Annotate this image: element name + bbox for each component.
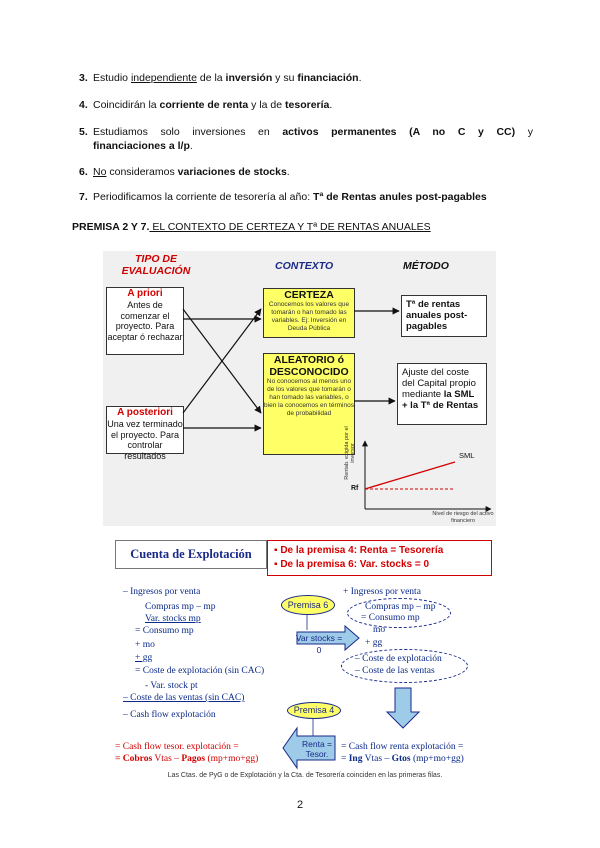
premisas-box: ▪ De la premisa 4: Renta = Tesorería ▪ De la premisa 6: Var. stocks = 0	[267, 540, 492, 576]
header-contexto: CONTEXTO	[275, 260, 334, 272]
a-posteriori-box: A posteriori Una vez terminado el proyecto. Para controlar resultados	[107, 407, 183, 461]
sml-line	[365, 462, 455, 489]
premisa4-badge: Premisa 4	[287, 702, 341, 719]
header-metodo: MÉTODO	[403, 260, 449, 272]
x-axis-label: Nivel de riesgo del activo financiero	[432, 511, 494, 524]
cf-renta-line: = Cash flow renta explotación =	[341, 742, 464, 752]
left-line: + gg	[135, 653, 153, 663]
certeza-box: CERTEZA Conocemos los valores que tomarán o han tomado las variables. Ej: Inversión en Deuda Pública	[263, 288, 355, 338]
aleatorio-box: ALEATORIO ó DESCONOCIDO No conocemos al menos uno de los valores que tomarán o han tomado las variables, o bien la conocemos en términos de probabilidad	[263, 353, 355, 455]
left-line: Compras mp – mp	[145, 602, 216, 612]
left-line: - Var. stock pt	[145, 681, 198, 691]
left-line: Var. stocks mp	[145, 614, 201, 624]
left-line: = Consumo mp	[135, 626, 194, 636]
cf-tesoreria-line: = Cash flow tesor. explotación =	[115, 742, 239, 752]
right-line: – Coste de las ventas	[355, 666, 435, 676]
metodo-rentas-box: Tª de rentas anuales post-pagables	[401, 295, 487, 337]
right-line: mo	[373, 625, 386, 635]
premisa6-badge: Premisa 6	[281, 595, 335, 615]
renta-tesor-label: Renta = Tesor.	[301, 739, 332, 759]
left-line: – Cash flow explotación	[123, 710, 216, 720]
item-number: 4.	[79, 99, 88, 111]
right-line: Compras mp – mp	[365, 602, 436, 612]
context-diagram	[103, 251, 496, 526]
left-line: = Coste de explotación (sin CAC)	[135, 666, 265, 676]
metodo-sml-box: Ajuste del coste del Capital propio mediante la SML + la Tª de Rentas	[397, 363, 487, 425]
y-axis-label: Rentab. exigida por el inversor	[344, 426, 356, 480]
header-tipo: TIPO DE EVALUACIÓN	[121, 253, 191, 277]
down-arrow	[387, 688, 419, 728]
diagram-connectors	[103, 251, 496, 526]
right-line: + gg	[365, 638, 383, 648]
diagram-footer: Las Ctas. de PyG o de Explotación y la Cta. de Tesorería coinciden en las primeras filas.	[167, 772, 443, 779]
item-number: 6.	[79, 166, 88, 178]
list-item-7: 7. Periodificamos la corriente de tesorería al año: Tª de Rentas anules post-pagables	[79, 191, 487, 203]
cuenta-explotacion-diagram	[115, 540, 495, 788]
section-heading: PREMISA 2 Y 7. EL CONTEXTO DE CERTEZA Y Tª DE RENTAS ANUALES	[72, 221, 431, 233]
item-number: 7.	[79, 191, 88, 203]
right-line: = Consumo mp	[361, 613, 420, 623]
right-line: – Coste de explotación	[355, 654, 442, 664]
a-priori-box: A priori Antes de comenzar el proyecto. Para aceptar ó rechazar	[106, 287, 184, 355]
list-item-6: 6. No consideramos variaciones de stocks.	[79, 166, 290, 178]
varstocks-label: Var stocks = 0	[295, 633, 343, 655]
item-number: 3.	[79, 72, 88, 84]
list-item-4: 4. Coincidirán la corriente de renta y la de tesorería.	[79, 99, 333, 111]
sml-label: SML	[459, 451, 475, 460]
list-item-5: 5. Estudiamos solo inversiones en activos permanentes (A no C y CC) y financiaciones a l/p.	[79, 126, 533, 152]
cf-renta-formula: = Ing Vtas – Gtos (mp+mo+gg)	[341, 754, 464, 764]
rf-label: Rf	[351, 485, 359, 492]
right-line: + Ingresos por venta	[343, 587, 421, 597]
page-number: 2	[296, 799, 304, 811]
left-line: – Coste de las ventas (sin CAC)	[123, 693, 245, 703]
list-item-3: 3. Estudio independiente de la inversión y su financiación.	[79, 72, 362, 84]
item-number: 5.	[79, 126, 88, 138]
left-line: + mo	[135, 640, 155, 650]
left-line: – Ingresos por venta	[123, 587, 201, 597]
explotacion-title: Cuenta de Explotación	[115, 540, 267, 569]
cf-tesoreria-formula: = Cobros Vtas – Pagos (mp+mo+gg)	[115, 754, 259, 764]
